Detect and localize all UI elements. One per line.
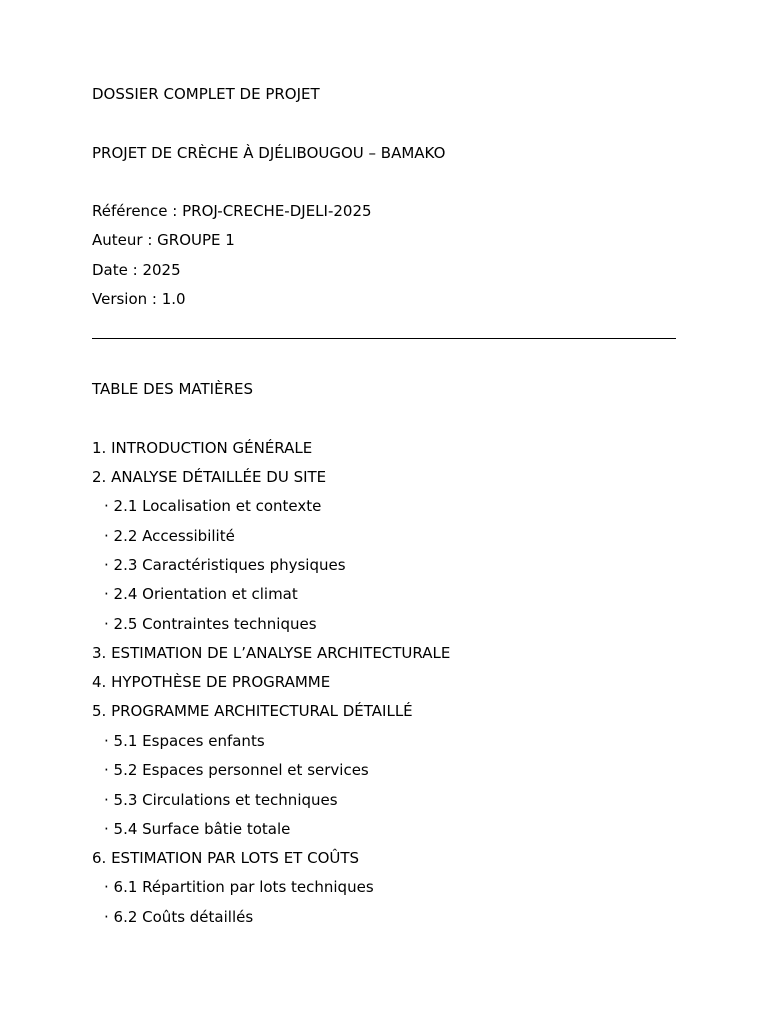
toc-item: 4. HYPOTHÈSE DE PROGRAMME: [92, 673, 331, 691]
toc-subitem: · 6.2 Coûts détaillés: [104, 908, 254, 926]
toc-subitem: · 5.4 Surface bâtie totale: [104, 820, 291, 838]
toc-subitem: · 2.4 Orientation et climat: [104, 585, 298, 603]
date-line: Date : 2025: [92, 261, 181, 279]
toc-subitem: · 5.2 Espaces personnel et services: [104, 761, 369, 779]
toc-subitem: · 2.2 Accessibilité: [104, 527, 235, 545]
toc-subitem: · 2.5 Contraintes techniques: [104, 615, 317, 633]
toc-item: 2. ANALYSE DÉTAILLÉE DU SITE: [92, 468, 327, 486]
toc-item: 6. ESTIMATION PAR LOTS ET COÛTS: [92, 849, 360, 867]
toc-item: 3. ESTIMATION DE L’ANALYSE ARCHITECTURALE: [92, 644, 451, 662]
toc-subitem: · 6.1 Répartition par lots techniques: [104, 878, 374, 896]
project-title: PROJET DE CRÈCHE À DJÉLIBOUGOU – BAMAKO: [92, 144, 446, 162]
toc-title: TABLE DES MATIÈRES: [92, 380, 253, 398]
toc-subitem: · 5.1 Espaces enfants: [104, 732, 265, 750]
dossier-title: DOSSIER COMPLET DE PROJET: [92, 85, 320, 103]
horizontal-divider: [92, 338, 676, 339]
toc-item: 1. INTRODUCTION GÉNÉRALE: [92, 439, 313, 457]
toc-item: 5. PROGRAMME ARCHITECTURAL DÉTAILLÉ: [92, 702, 413, 720]
toc-subitem: · 5.3 Circulations et techniques: [104, 791, 338, 809]
toc-subitem: · 2.3 Caractéristiques physiques: [104, 556, 346, 574]
version-line: Version : 1.0: [92, 290, 186, 308]
toc-subitem: · 2.1 Localisation et contexte: [104, 497, 322, 515]
reference-line: Référence : PROJ-CRECHE-DJELI-2025: [92, 202, 372, 220]
author-line: Auteur : GROUPE 1: [92, 231, 235, 249]
